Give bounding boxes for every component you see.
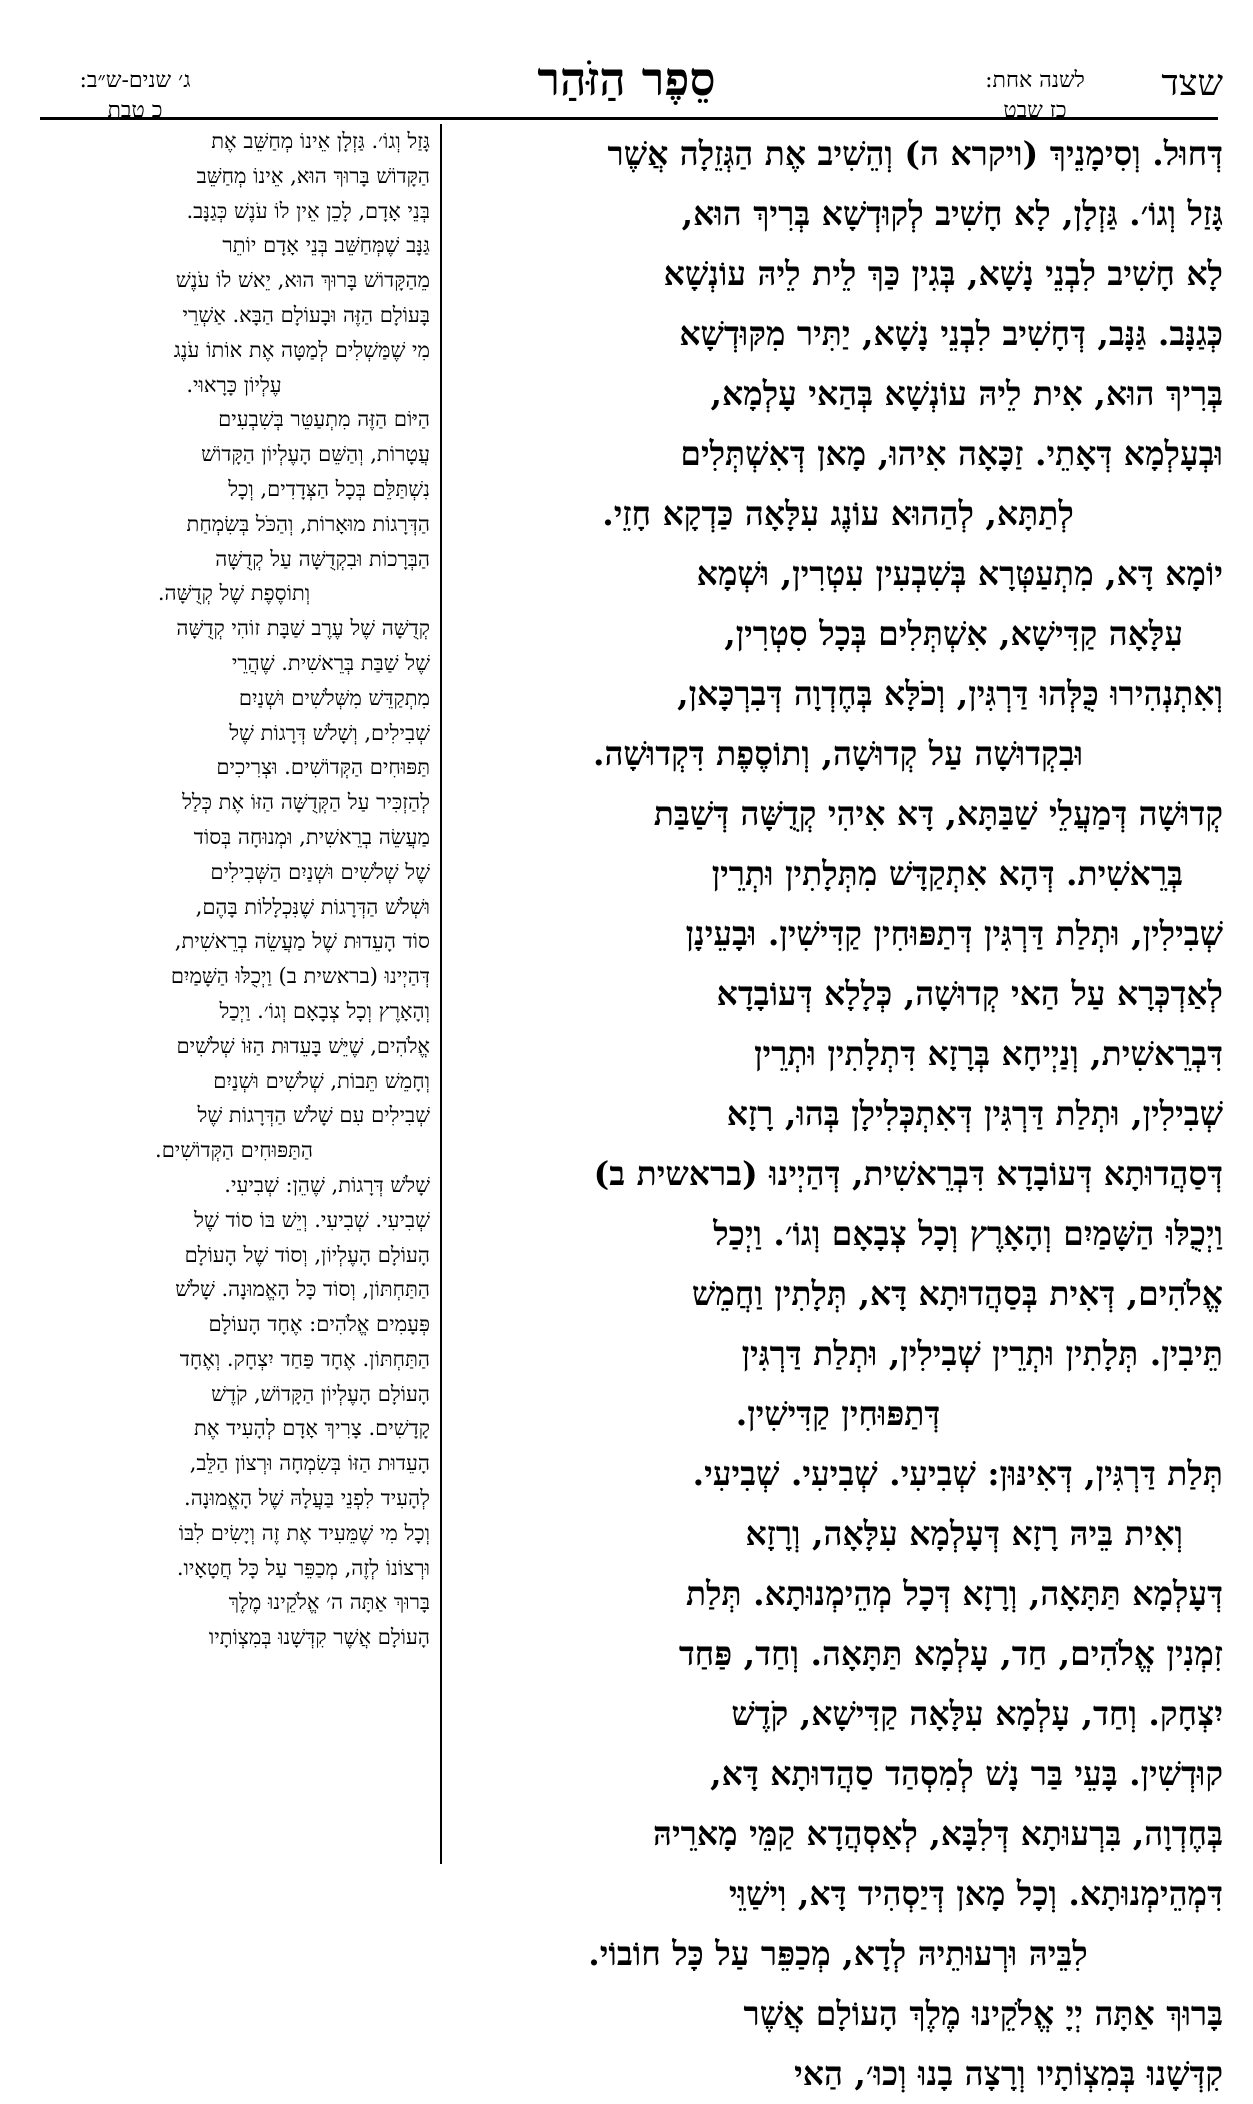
text-line: בְּרֵאשִׁית. דְּהָא אִתְקַדָּשׁ מִתְּלָתִין וּתְרֵין <box>711 854 1183 893</box>
text-line: הָעֵדוּת הַזּוֹ בְּשִׂמְחָה וּרְצוֹן הַלֵּב, <box>189 1451 430 1476</box>
text-line: דִּמְהֵימְנוּתָא. וְכָל מָאן דְּיַסְהִיד דָּא, וִישַׁוֵּי <box>728 1874 1223 1913</box>
text-line: גַּנָּב שֶׁמְּחַשֵּׁב בְּנֵי אָדָם יוֹתֵר <box>222 233 430 258</box>
text-line: שֶׁל שְׁלֹשִׁים וּשְׁנַיִם הַשְּׁבִילִים <box>210 859 430 884</box>
text-line: הָעוֹלָם הָעֶלְיוֹן הַקָּדוֹשׁ, קֹדֶשׁ <box>211 1381 430 1406</box>
text-line: הַתַּפּוּחִים הַקְּדוֹשִׁים. <box>155 1138 313 1163</box>
text-line: וַיְכֻלּוּ הַשָּׁמַיִם וְהָאָרֶץ וְכָל צְבָאָם וְגוֹ׳. וַיְכַל <box>713 1214 1223 1253</box>
text-line: אֱלֹהִים, שֶׁיֵּשׁ בָּעֵדוּת הַזּוֹ שְׁלֹשִׁים <box>176 1033 430 1058</box>
text-line: וּבִקְדוּשָׁה עַל קְדוּשָׁה, וְתוֹסֶפֶת דִּקְדוּשָׁה. <box>592 734 1084 773</box>
text-line: וְתוֹסֶפֶת שֶׁל קְדֻשָּׁה. <box>157 581 311 606</box>
text-line: שְׁבִילִים, וְשָׁלֹשׁ דְּרָגוֹת שֶׁל <box>229 720 430 745</box>
text-line: וְאִית בֵּיהּ רָזָא דְּעָלְמָא עִלָּאָה, וְרָזָא <box>745 1514 1183 1553</box>
text-line: דְּסַהֲדוּתָא דְּעוֹבָדָא דִּבְרֵאשִׁית, דְּהַיְינוּ (בראשית ב) <box>593 1154 1223 1193</box>
text-line: עִלָּאָה קַדִּישָׁא, אִשְׁתְּלִים בְּכָל סִטְרִין, <box>724 614 1183 653</box>
text-line: תַּפּוּחִים הַקְּדוֹשִׁים. וּצְרִיכִים <box>216 755 430 780</box>
text-line: שָׁלֹשׁ דְּרָגוֹת, שֶׁהֵן: שְׁבִיעִי. <box>224 1172 430 1197</box>
text-line: גָּזַל וְגוֹ׳. גַּזְלָן, לָא חָשִׁיב לְקוּדְשָׁא בְּרִיךְ הוּא, <box>681 194 1223 233</box>
text-line: יוֹמָא דָּא, מִתְעַטְּרָא בְּשִׁבְעִין עִטְרִין, וּשְׁמָא <box>696 554 1223 593</box>
text-line: קוּדְשִׁין. בָּעֵי בַּר נָשׁ לְמִסְהַד סַהֲדוּתָא דָּא, <box>710 1754 1223 1793</box>
text-line: וְאִתְנְהִירוּ כֻּלְּהוּ דַּרְגִּין, וְכֹלָּא בְּחֶדְוָה דְּבִרְכָּאן, <box>677 674 1223 713</box>
column-divider <box>440 124 442 1864</box>
page-number: שצד <box>1161 63 1223 104</box>
text-line: קִדְּשָׁנוּ בְּמִצְוֹתָיו וְרָצָה בָנוּ וְכוּ׳, הַאי <box>794 2054 1223 2093</box>
text-line: מַעֲשֵׂה בְרֵאשִׁית, וּמְנוּחָה בְּסוֹד <box>193 824 430 849</box>
text-line: וְהָאָרֶץ וְכָל צְבָאָם וְגוֹ׳. וַיְכַל <box>219 998 430 1023</box>
header-right-line: כז שבט <box>1003 98 1067 123</box>
text-line: בְּחֶדְוָה, בִּרְעוּתָא דְּלִבָּא, לְאַסְהֲדָא קַמֵּי מָארֵיהּ <box>652 1814 1223 1853</box>
text-line: שְׁבִילִים עִם שָׁלֹשׁ הַדְּרָגוֹת שֶׁל <box>197 1103 430 1128</box>
text-line: שֶׁל שַׁבַּת בְּרֵאשִׁית. שֶׁהֲרֵי <box>231 650 430 675</box>
text-line: בָּרוּךְ אַתָּה יְיָ אֱלֹקֵינוּ מֶלֶךְ הָעוֹלָם אֲשֶׁר <box>743 1994 1223 2033</box>
text-line: דְּתַפּוּחִין קַדִּישִׁין. <box>735 1394 941 1433</box>
text-line: וּשְׁלֹשׁ הַדְּרָגוֹת שֶׁנִּכְלָלוֹת בָּהֶם, <box>195 894 430 919</box>
text-line: סוֹד הָעֵדוּת שֶׁל מַעֲשֵׂה בְרֵאשִׁית, <box>174 929 430 954</box>
header-rule <box>40 117 1218 120</box>
text-line: לְהַזְכִּיר עַל הַקְּדֻשָּׁה הַזּוֹ אֶת כְּלַל <box>182 790 430 815</box>
text-line: קְדֻשָּׁה שֶׁל עֶרֶב שַׁבָּת זוֹהִי קְדֻשָּׁה <box>176 616 430 641</box>
text-line: דְּחוּל. וְסִימָנֵיךְ (ויקרא ה) וְהֵשִׁיב אֶת הַגְּזֵלָה אֲשֶׁר <box>607 134 1223 173</box>
text-line: הַתַּחְתּוֹן, וְסוֹד כָּל הָאֱמוּנָה. שָׁלֹשׁ <box>175 1277 430 1302</box>
text-line: דְּעָלְמָא תַּתָּאָה, וְרָזָא דְּכָל מְהֵימְנוּתָא. תְּלַת <box>686 1574 1223 1613</box>
text-line: יִצְחָק. וְחַד, עָלְמָא עִלָּאָה קַדִּישָׁא, קֹדֶשׁ <box>731 1694 1223 1733</box>
text-line: לְאַדְכְּרָא עַל הַאי קְדוּשָׁה, כְּלָלָא דְּעוֹבָדָא <box>716 974 1223 1013</box>
text-line: וּבְעָלְמָא דְּאָתֵי. זַכָּאָה אִיהוּ, מָאן דְּאִשְׁתְּלִים <box>680 434 1223 473</box>
text-line: שְׁבִילִין, וּתְלַת דַּרְגִּין דְּאִתְכְּלִילָן בְּהוּ, רָזָא <box>726 1094 1223 1133</box>
text-line: מִתְקַדֵּשׁ מִשְּׁלֹשִׁים וּשְׁנַיִם <box>238 685 430 710</box>
text-line: קָדָשִׁים. צָרִיךְ אָדָם לְהָעִיד אֶת <box>194 1416 430 1441</box>
text-line: גָּזַל וְגוֹ׳. גַּזְלָן אֵינוֹ מְחַשֵּׁב אֶת <box>211 129 430 153</box>
text-line: שְׁבִילִין, וּתְלַת דַּרְגִּין דְּתַפּוּחִין קַדִּישִׁין. וּבָעֵינָן <box>685 914 1223 953</box>
text-line: וּרְצוֹנוֹ לְזֶה, מְכַפֵּר עַל כָּל חֲטָאָיו. <box>176 1555 430 1580</box>
text-line: דִּבְרֵאשִׁית, וְנַיְיחָא בְּרָזָא דִּתְלָתִין וּתְרֵין <box>754 1034 1223 1073</box>
text-line: הַדְּרָגוֹת מוּאָרוֹת, וְהַכֹּל בְּשִׂמְחַת <box>186 511 430 536</box>
text-line: פְּעָמִים אֱלֹהִים: אֶחָד הָעוֹלָם <box>208 1312 430 1337</box>
text-line: הַתַּחְתּוֹן. אֶחָד פַּחַד יִצְחָק. וְאֶחָד <box>179 1346 430 1371</box>
text-line: וְכָל מִי שֶׁמֵּעִיד אֶת זֶה וְיָשִׂים לִבּוֹ <box>178 1520 430 1545</box>
text-line: הַיּוֹם הַזֶּה מִתְעַטֵּר בְּשִׁבְעִים <box>218 407 430 432</box>
book-title: סֵפֶר הַזֹּהַר <box>537 52 716 106</box>
text-line: לָא חָשִׁיב לִבְנֵי נָשָׁא, בְּגִין כַּךְ לֵית לֵיהּ עוֹנְשָׁא <box>663 254 1223 293</box>
text-line: הָעוֹלָם אֲשֶׁר קִדְּשָׁנוּ בְּמִצְוֹתָיו <box>208 1625 430 1650</box>
text-line: כְּגַנָּב. גַּנָּב, דְּחָשִׁיב לִבְנֵי נָשָׁא, יַתִּיר מִקּוּדְשָׁא <box>679 314 1223 353</box>
text-line: הָעוֹלָם הָעֶלְיוֹן, וְסוֹד שֶׁל הָעוֹלָם <box>184 1242 430 1267</box>
hebrew-translation-column <box>38 124 430 1864</box>
page-header <box>0 0 1253 123</box>
text-line: מִי שֶׁמַּשְׁלִים לְמַטָּה אֶת אוֹתוֹ עֹנֶג <box>173 337 430 362</box>
text-line: לְהָעִיד לִפְנֵי בַּעֲלָהּ שֶׁל הָאֱמוּנָה. <box>184 1486 430 1511</box>
header-left-line: כ טבת <box>107 98 163 123</box>
text-line: הַבְּרָכוֹת וּבִקְדֻשָּׁה עַל קְדֻשָּׁה <box>215 546 430 571</box>
text-line: לְתַתָּא, לְהַהוּא עוֹנֶג עִלָּאָה כַּדְקָא חָזֵי. <box>602 494 1074 533</box>
text-line: בָּרוּךְ אַתָּה ה׳ אֱלֹקֵינוּ מֶלֶךְ <box>228 1590 430 1615</box>
text-line: לִבֵּיהּ וּרְעוּתֵיהּ לְדָא, מְכַפֵּר עַל כָּל חוֹבוֹי. <box>588 1934 1088 1973</box>
text-line: מֵהַקָּדוֹשׁ בָּרוּךְ הוּא, יֵאשׁ לוֹ עֹנֶשׁ <box>175 268 430 293</box>
text-line: שְׁבִיעִי. שְׁבִיעִי. וְיֵשׁ בּוֹ סוֹד שֶׁל <box>194 1207 430 1232</box>
text-line: קְדוּשָׁה דְּמַעֲלֵי שַׁבַּתָּא, דָּא אִיהִי קְדֻשָּׁה דְּשַׁבַּת <box>653 794 1223 833</box>
header-right-line: לשנה אחת: <box>985 68 1085 93</box>
text-line: תְּלַת דַּרְגִּין, דְּאִינּוּן: שְׁבִיעִי. שְׁבִיעִי. שְׁבִיעִי. <box>692 1454 1223 1493</box>
text-line: וְחָמֵשׁ תֵּבוֹת, שְׁלֹשִׁים וּשְׁנַיִם <box>213 1068 430 1093</box>
text-line: בָּעוֹלָם הַזֶּה וּבָעוֹלָם הַבָּא. אַשְׁרֵי <box>182 302 430 327</box>
text-line: דְּהַיְינוּ (בראשית ב) וַיְכֻלּוּ הַשָּׁמַיִם <box>170 964 430 989</box>
main-aramaic-column <box>453 124 1223 2093</box>
text-line: זִמְנִין אֱלֹהִים, חַד, עָלְמָא תַּתָּאָה. וְחַד, פַּחַד <box>678 1634 1223 1673</box>
text-line: עֶלְיוֹן כָּרָאוּי. <box>186 372 282 397</box>
text-line: אֱלֹהִים, דְּאִית בְּסַהֲדוּתָא דָּא, תְּלָתִין וַחֲמֵשׁ <box>691 1274 1223 1313</box>
header-left-line: ג׳ שנים-ש״ב: <box>79 68 191 93</box>
text-line: בְּנֵי אָדָם, לָכֵן אֵין לוֹ עֹנֶשׁ כְּגַנָּב. <box>186 198 430 223</box>
text-line: בְּרִיךְ הוּא, אִית לֵיהּ עוֹנְשָׁא בְּהַאי עָלְמָא, <box>710 374 1223 413</box>
text-line: עֲטָרוֹת, וְהַשֵּׁם הָעֶלְיוֹן הַקָּדוֹשׁ <box>201 442 430 467</box>
text-line: הַקָּדוֹשׁ בָּרוּךְ הוּא, אֵינוֹ מְחַשֵּׁב <box>196 163 430 188</box>
text-line: נִשְׁתַּלֵּם בְּכָל הַצְּדָדִים, וְכָל <box>228 476 430 501</box>
text-line: תֵּיבִין. תְּלָתִין וּתְרֵין שְׁבִילִין, וּתְלַת דַּרְגִּין <box>741 1334 1223 1373</box>
